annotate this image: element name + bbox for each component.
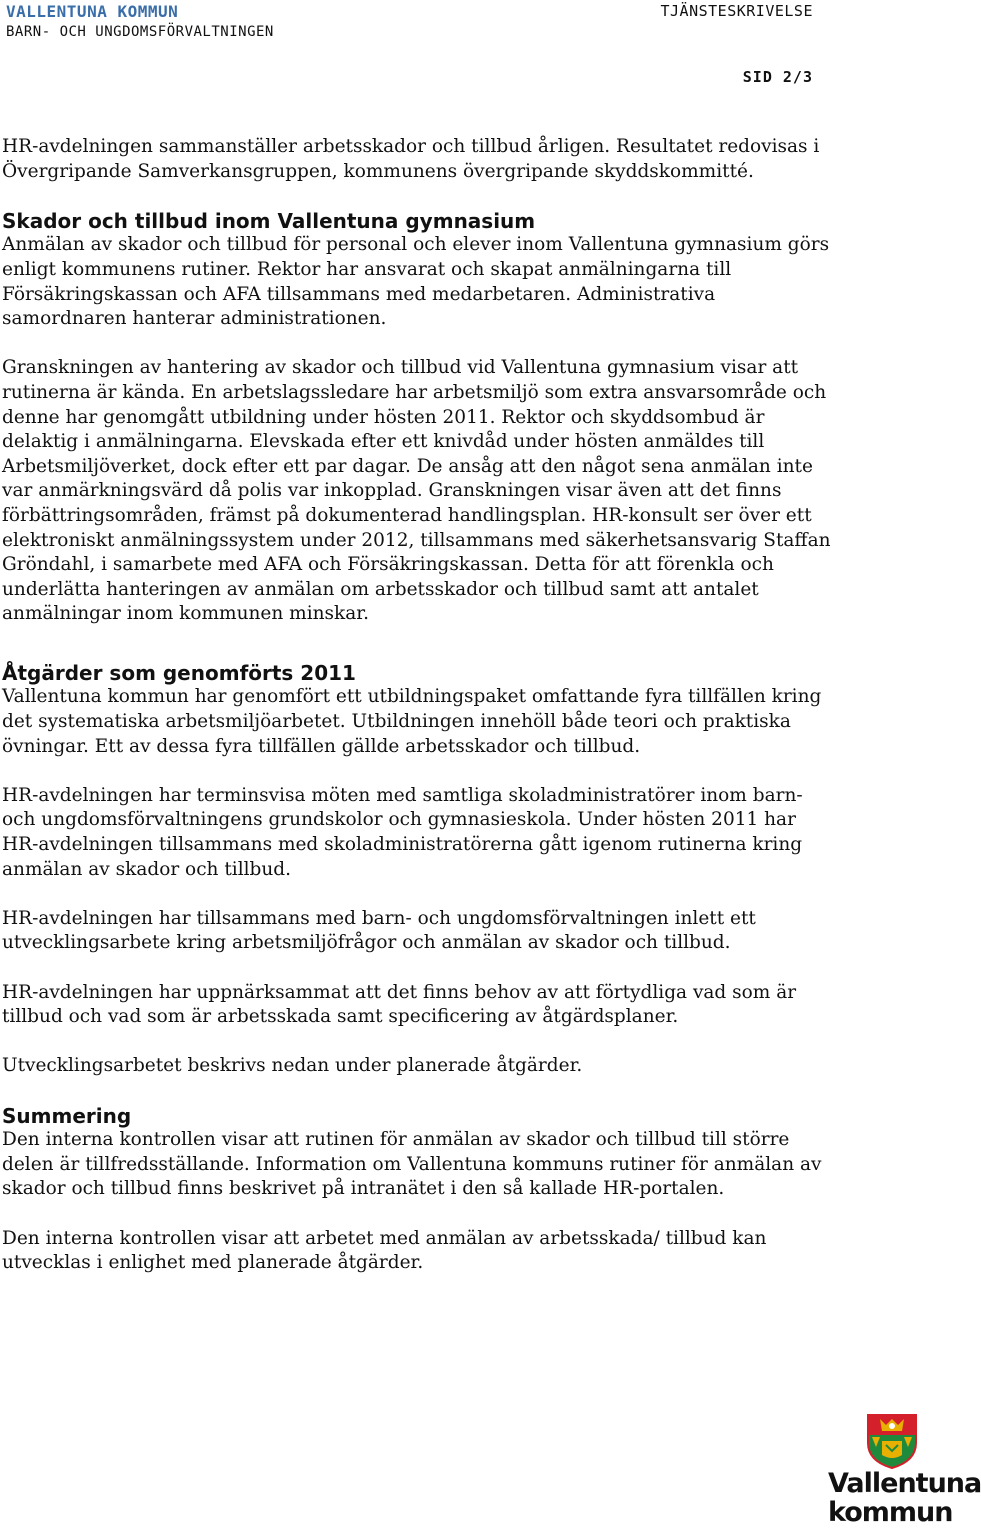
page-number: SID 2/3 [742, 68, 813, 86]
coat-of-arms-icon [866, 1413, 918, 1469]
summering-paragraph-2: Den interna kontrollen visar att arbetet med anmälan av arbetsskada/ tillbud kan utvecklas i enlighet med planerade åtgärder. [2, 1227, 767, 1274]
document-header [0, 0, 960, 100]
atgarder-paragraph-5: Utvecklingsarbetet beskrivs nedan under planerade åtgärder. [2, 1055, 583, 1077]
logo-text [828, 1468, 981, 1528]
document-type: TJÄNSTESKRIVELSE [660, 2, 813, 20]
summering-paragraph-1: Den interna kontrollen visar att rutinen för anmälan av skador och tillbud till större delen är tillfredsställande. Information om Vallentuna kommuns rutiner för anmälan av skador och tillbud finns beskrivet på intranätet i den så kallade HR-portalen. [2, 1129, 822, 1200]
logo-line-1: Vallentuna [828, 1468, 981, 1499]
granskning-paragraph: Granskningen av hantering av skador och tillbud vid Vallentuna gymnasium visar att rutinerna är kända. En arbetslagssledare har arbetsmiljö som extra ansvarsområde och denne har genomgått utbildning under hösten 2011. Rektor och skyddsombud är delaktig i anmälningarna. Elevskada efter ett knivdåd under hösten anmäldes till Arbetsmiljöverket, dock efter ett par dagar. De ansåg att den något sena anmälan inte var anmärkningsvärd då polis var inkopplad. Granskningen visar även att det finns förbättringsområden, främst på dokumenterad handlingsplan. HR-konsult ser över ett elektroniskt anmälningssystem under 2012, tillsammans med säkerhetsansvarig Staffan Gröndahl, i samarbete med AFA och Försäkringskassan. Detta för att förenkla och underlätta hanteringen av anmälan om arbetsskador och tillbud samt att antalet anmälningar inom kommunen minskar. [2, 357, 831, 625]
department-name: BARN- OCH UNGDOMSFÖRVALTNINGEN [6, 24, 274, 40]
atgarder-paragraph-4: HR-avdelningen har uppnärksammat att det finns behov av att förtydliga vad som är tillbud och vad som är arbetsskada samt specificering av åtgärdsplaner. [2, 981, 797, 1028]
section-heading-skador: Skador och tillbud inom Vallentuna gymnasium [2, 208, 536, 233]
document-body [2, 135, 832, 1300]
section-heading-atgarder: Åtgärder som genomförts 2011 [2, 660, 356, 685]
organization-name: VALLENTUNA KOMMUN [6, 2, 179, 21]
atgarder-paragraph-2: HR-avdelningen har terminsvisa möten med samtliga skoladministratörer inom barn- och ungdomsförvaltningens grundskolor och gymnasieskola. Under hösten 2011 har HR-avdelningen tillsammans med skoladministratörerna gått igenom rutinerna kring anmälan av skador och tillbud. [2, 784, 803, 880]
atgarder-paragraph-1: Vallentuna kommun har genomfört ett utbildningspaket omfattande fyra tillfällen kring det systematiska arbetsmiljöarbetet. Utbildningen innehöll både teori och praktiska övningar. Ett av dessa fyra tillfällen gällde arbetsskador och tillbud. [2, 686, 822, 757]
section-heading-summering: Summering [2, 1103, 132, 1128]
vallentuna-logo [828, 1413, 981, 1533]
skador-paragraph: Anmälan av skador och tillbud för personal och elever inom Vallentuna gymnasium görs enligt kommunens rutiner. Rektor har ansvarat och skapat anmälningarna till Försäkringskassan och AFA tillsammans med medarbetaren. Administrativa samordnaren hanterar administrationen. [2, 234, 830, 330]
logo-line-2: kommun [828, 1497, 953, 1528]
atgarder-paragraph-3: HR-avdelningen har tillsammans med barn- och ungdomsförvaltningen inlett ett utvecklingsarbete kring arbetsmiljöfrågor och anmälan av skador och tillbud. [2, 907, 756, 954]
intro-paragraph: HR-avdelningen sammanställer arbetsskador och tillbud årligen. Resultatet redovisas i Övergripande Samverkansgruppen, kommunens övergripande skyddskommitté. [2, 136, 820, 182]
